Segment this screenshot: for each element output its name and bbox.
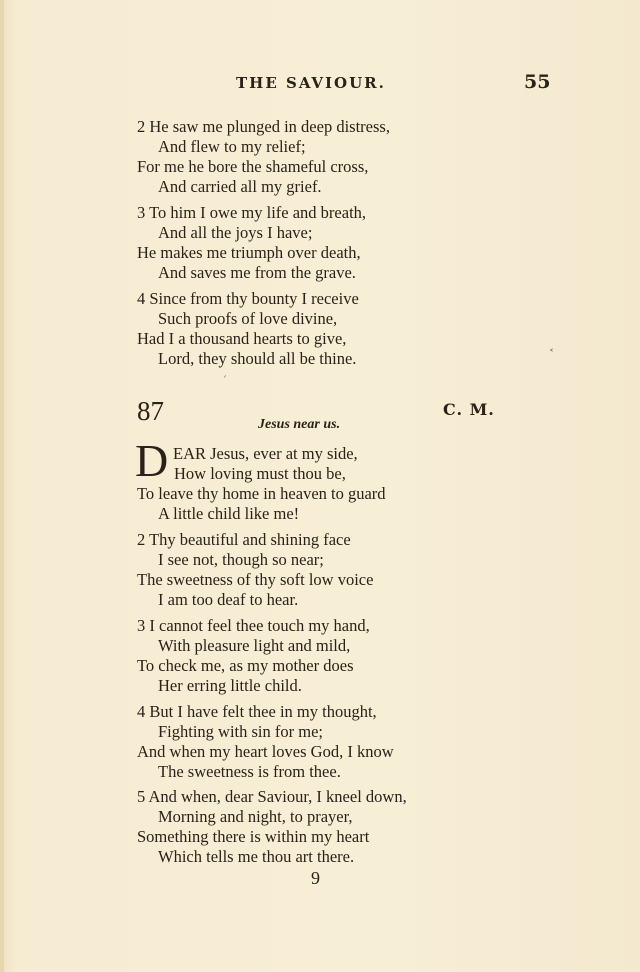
stanza-line: Morning and night, to prayer, [158, 807, 353, 826]
stanza-line: I am too deaf to hear. [158, 590, 299, 609]
stanza-4 [0, 289, 640, 369]
stanza-line: With pleasure light and mild, [158, 636, 351, 655]
stanza-line: And flew to my relief; [158, 137, 306, 156]
hymn-meter: C. M. [443, 400, 495, 419]
page-number: 55 [524, 71, 551, 93]
drop-cap: D [135, 435, 169, 486]
stanza-line: He makes me triumph over death, [137, 243, 361, 262]
stanza-line: And saves me from the grave. [158, 263, 356, 282]
hymn-stanza-1 [0, 444, 640, 524]
hymn-header [0, 396, 640, 444]
signature-mark: 9 [311, 868, 320, 888]
stanza-line: And carried all my grief. [158, 177, 322, 196]
stanza-line: Her erring little child. [158, 676, 302, 695]
stanza-line: 3 To him I owe my life and breath, [137, 203, 367, 222]
stanza-line: And all the joys I have; [158, 223, 313, 242]
stanza-line: The sweetness of thy soft low voice [137, 570, 374, 589]
stanza-line: 5 And when, dear Saviour, I kneel down, [137, 787, 407, 806]
stanza-3 [0, 203, 640, 283]
stanza-line: To leave thy home in heaven to guard [137, 484, 386, 503]
stanza-line: 2 He saw me plunged in deep distress, [137, 117, 390, 136]
stanza-line: Fighting with sin for me; [158, 722, 323, 741]
ink-speck: ˂ [549, 349, 554, 360]
stanza-line: Which tells me thou art there. [158, 847, 355, 866]
stanza-line: 4 Since from thy bounty I receive [137, 289, 359, 308]
running-title: THE SAVIOUR. [236, 74, 386, 92]
stanza-line: Something there is within my heart [137, 827, 370, 846]
hymn-stanza-4 [0, 702, 640, 782]
stanza-line: A little child like me! [158, 504, 300, 523]
hymn-stanza-5 [0, 787, 640, 867]
stanza-line: Lord, they should all be thine. [158, 349, 357, 368]
hymn-subtitle: Jesus near us. [258, 417, 341, 432]
stanza-line: 3 I cannot feel thee touch my hand, [137, 616, 370, 635]
stanza-line: And when my heart loves God, I know [137, 742, 394, 761]
stanza-line: EAR Jesus, ever at my side, [173, 444, 358, 463]
hymn-stanza-3 [0, 616, 640, 696]
stanza-line: Had I a thousand hearts to give, [137, 329, 347, 348]
hymn-number: 87 [137, 396, 164, 426]
stanza-line: The sweetness is from thee. [158, 762, 341, 781]
stanza-line: 4 But I have felt thee in my thought, [137, 702, 377, 721]
stanza-line: I see not, though so near; [158, 550, 324, 569]
stanza-line: 2 Thy beautiful and shining face [137, 530, 351, 549]
running-header [0, 72, 640, 96]
ink-speck: ˊ [222, 376, 227, 387]
hymn-stanza-2 [0, 530, 640, 610]
stanza-line: For me he bore the shameful cross, [137, 157, 369, 176]
stanza-line: To check me, as my mother does [137, 656, 354, 675]
stanza-line: How loving must thou be, [174, 464, 346, 483]
stanza-line: Such proofs of love divine, [158, 309, 338, 328]
stanza-2 [0, 117, 640, 197]
